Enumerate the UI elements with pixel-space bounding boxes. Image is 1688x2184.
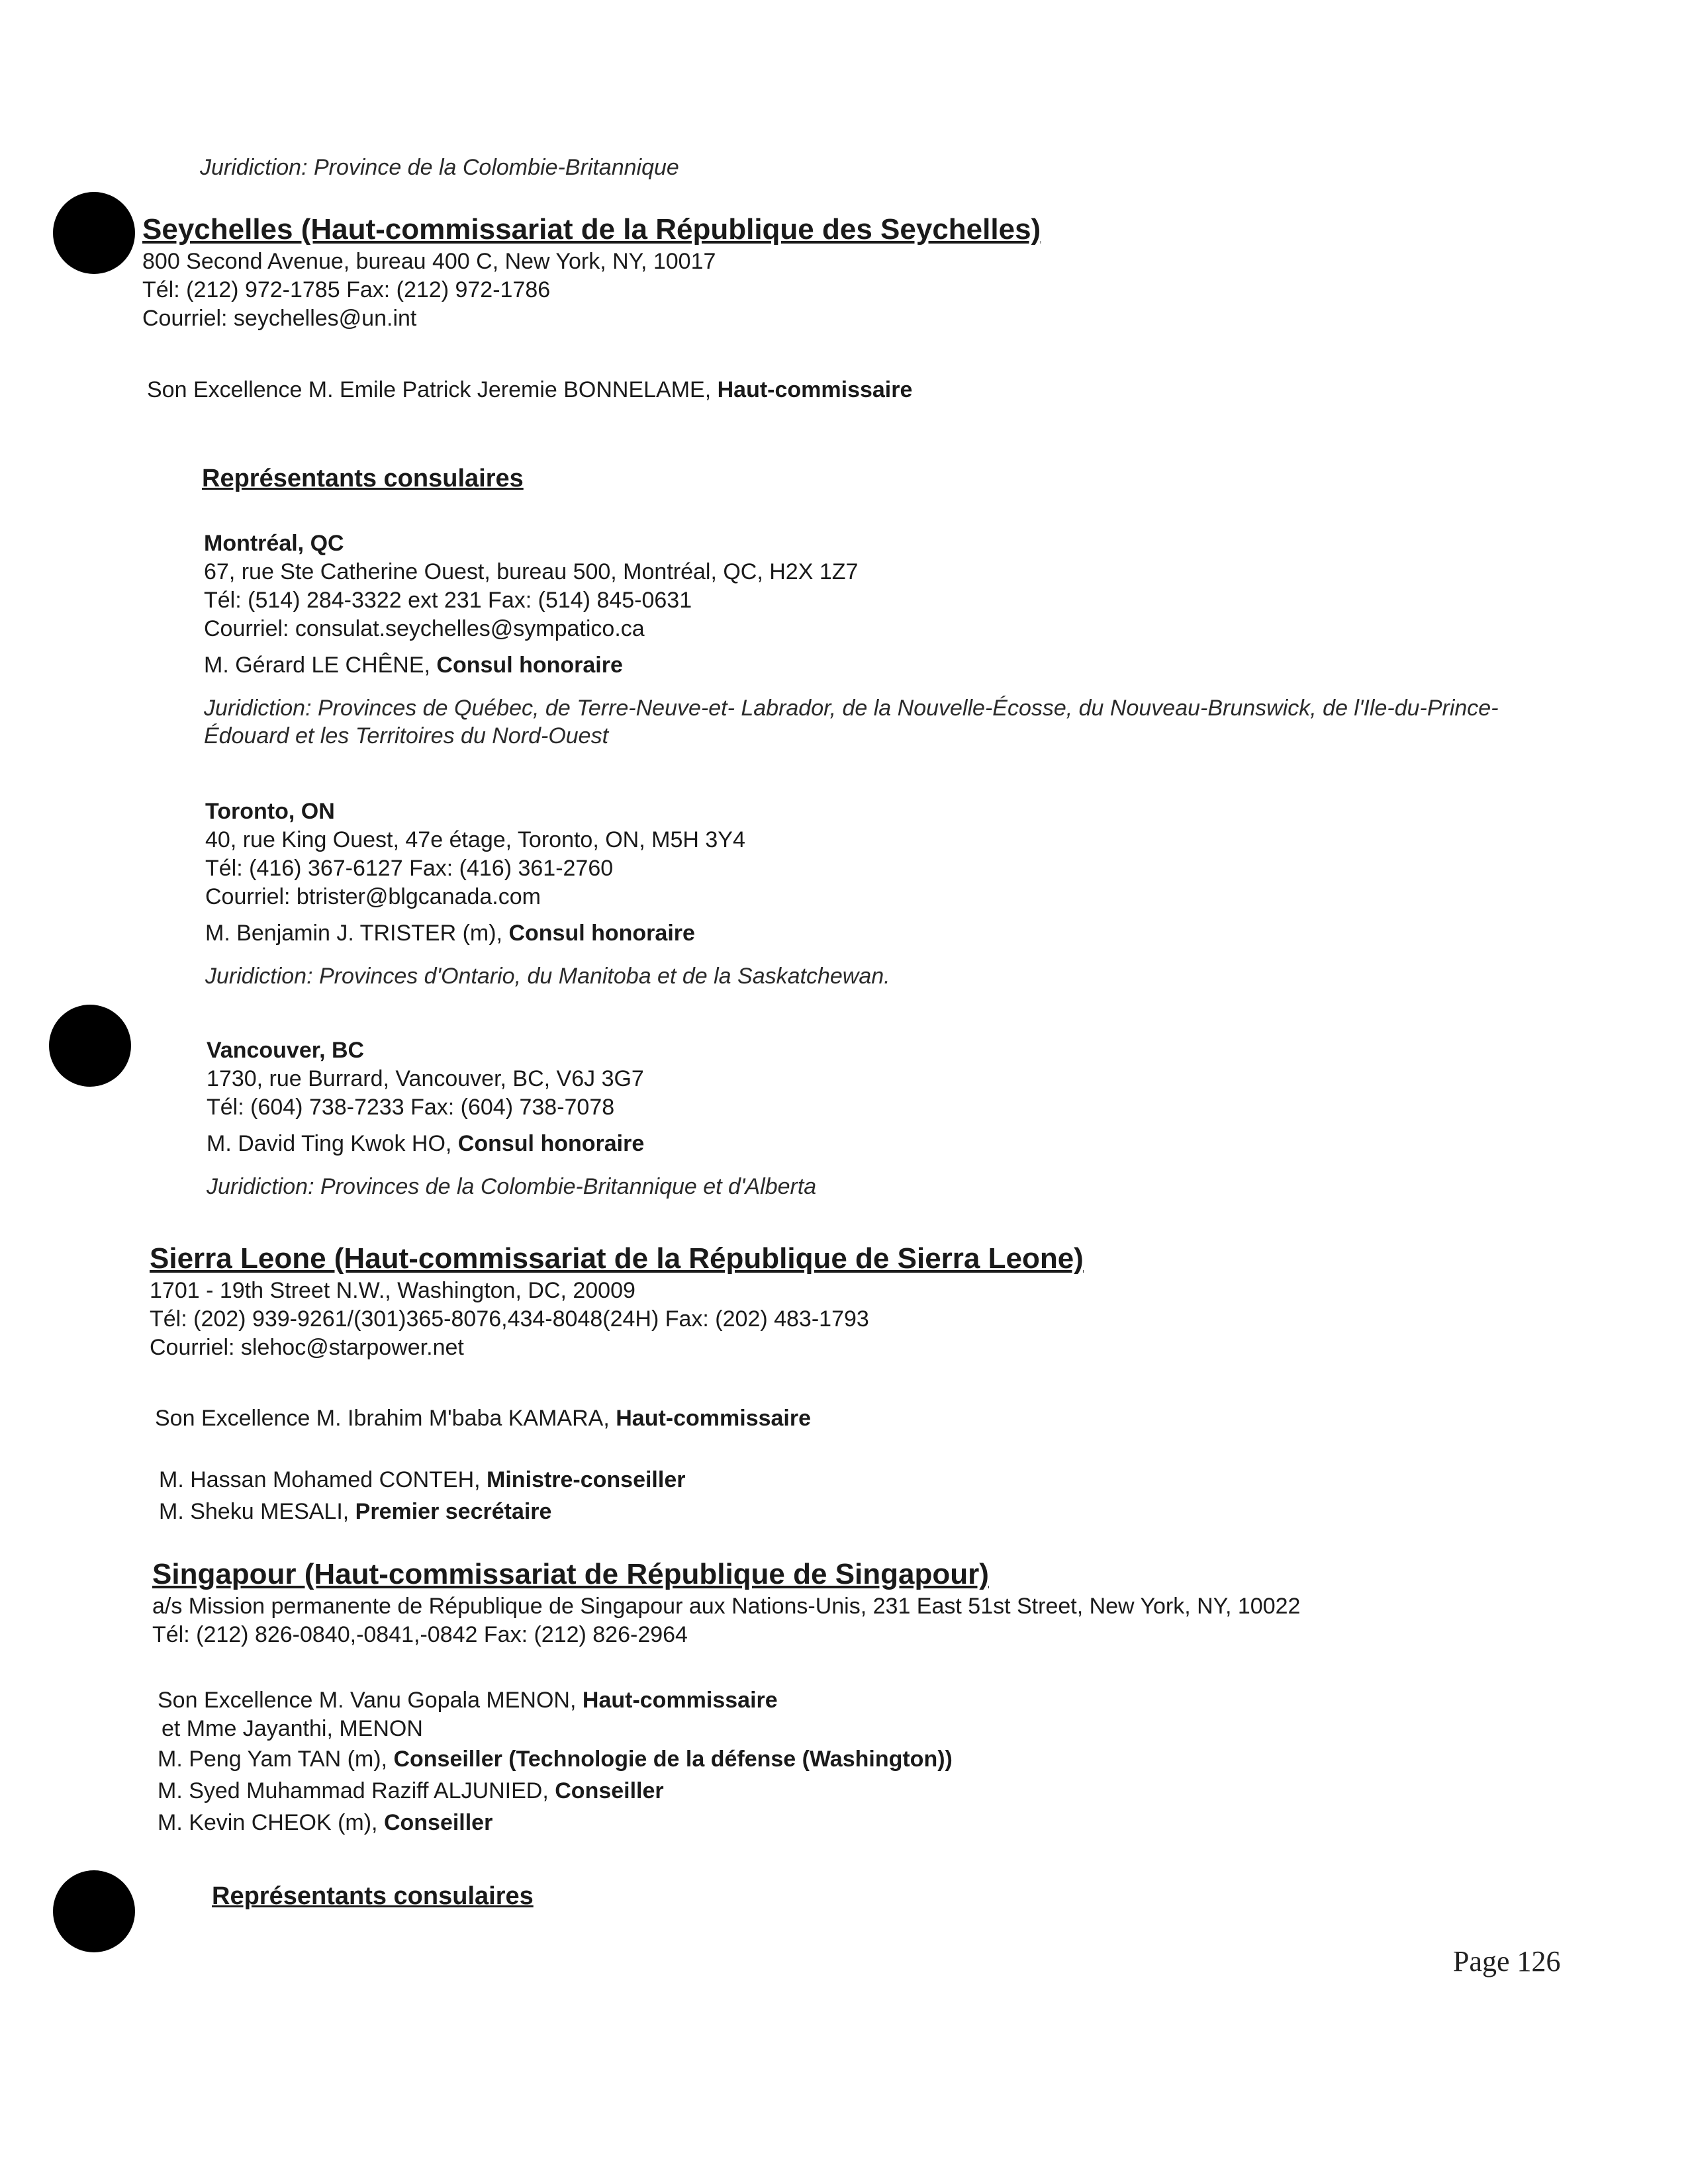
singapour-address: a/s Mission permanente de République de Singapour aux Nations-Unis, 231 East 51st Street, New York, NY, 10022 — [152, 1594, 1301, 1619]
sierra-leone-phone: Tél: (202) 939-9261/(301)365-8076,434-8048(24H) Fax: (202) 483-1793 — [150, 1306, 869, 1332]
sierra-leone-email: Courriel: slehoc@starpower.net — [150, 1335, 464, 1360]
montreal-address: 67, rue Ste Catherine Ouest, bureau 500, Montréal, QC, H2X 1Z7 — [204, 559, 859, 584]
toronto-office — [205, 797, 890, 990]
sierra-leone-staff-member — [159, 1464, 685, 1496]
punch-hole-bottom — [53, 1870, 135, 1952]
staff-name: M. Syed Muhammad Raziff ALJUNIED, — [158, 1778, 555, 1803]
singapour-staff-member — [158, 1807, 953, 1839]
montreal-phone: Tél: (514) 284-3322 ext 231 Fax: (514) 845-0631 — [204, 588, 692, 613]
sierra-leone-entry — [150, 1241, 1084, 1362]
singapour-phone: Tél: (212) 826-0840,-0841,-0842 Fax: (212) 826-2964 — [152, 1622, 688, 1647]
staff-name: M. Kevin CHEOK (m), — [158, 1810, 384, 1835]
vancouver-city: Vancouver, BC — [207, 1038, 365, 1063]
singapour-heading: Singapour (Haut-commissariat de République de Singapour) — [152, 1558, 989, 1590]
sierra-leone-staff-list — [159, 1464, 685, 1527]
toronto-address: 40, rue King Ouest, 47e étage, Toronto, ON, M5H 3Y4 — [205, 827, 745, 852]
seychelles-email: Courriel: seychelles@un.int — [142, 306, 417, 331]
toronto-consul-title: Consul honoraire — [508, 921, 695, 946]
staff-name: M. Sheku MESALI, — [159, 1499, 355, 1524]
seychelles-heading: Seychelles (Haut-commissariat de la République des Seychelles) — [142, 213, 1041, 246]
sierra-leone-heading: Sierra Leone (Haut-commissariat de la République de Sierra Leone) — [150, 1242, 1084, 1275]
staff-title: Conseiller — [383, 1810, 493, 1835]
punch-hole-middle — [49, 1005, 131, 1087]
vancouver-consul-name: M. David Ting Kwok HO, — [207, 1131, 458, 1156]
singapour-entry — [152, 1557, 1300, 1649]
montreal-consul-name: M. Gérard LE CHÊNE, — [204, 653, 437, 678]
toronto-phone: Tél: (416) 367-6127 Fax: (416) 361-2760 — [205, 856, 614, 881]
staff-title: Conseiller (Technologie de la défense (Washington)) — [393, 1747, 953, 1772]
montreal-consul — [204, 651, 1568, 680]
singapour-head-title: Haut-commissaire — [582, 1688, 778, 1713]
staff-name: M. Peng Yam TAN (m), — [158, 1747, 394, 1772]
vancouver-consul — [207, 1130, 816, 1158]
singapour-head-name: Son Excellence M. Vanu Gopala MENON, — [158, 1688, 583, 1713]
sierra-leone-head-of-mission — [155, 1404, 811, 1433]
page-number: Page 126 — [1453, 1945, 1561, 1978]
staff-title: Premier secrétaire — [355, 1499, 552, 1524]
vancouver-jurisdiction: Juridiction: Provinces de la Colombie-Britannique et d'Alberta — [207, 1174, 817, 1199]
singapour-head-of-mission — [158, 1686, 953, 1715]
toronto-consul-name: M. Benjamin J. TRISTER (m), — [205, 921, 509, 946]
singapour-staff-member — [158, 1775, 953, 1807]
toronto-city: Toronto, ON — [205, 799, 335, 824]
vancouver-address: 1730, rue Burrard, Vancouver, BC, V6J 3G7 — [207, 1066, 644, 1091]
seychelles-entry — [142, 212, 1041, 333]
montreal-consul-title: Consul honoraire — [436, 653, 623, 678]
staff-title: Conseiller — [555, 1778, 664, 1803]
vancouver-office — [207, 1036, 816, 1201]
toronto-consul — [205, 919, 890, 948]
vancouver-consul-title: Consul honoraire — [457, 1131, 645, 1156]
sierra-leone-head-name: Son Excellence M. Ibrahim M'baba KAMARA, — [155, 1406, 616, 1431]
seychelles-consular-heading: Représentants consulaires — [202, 465, 524, 492]
montreal-office — [204, 529, 1568, 750]
seychelles-head-of-mission — [147, 376, 912, 404]
seychelles-head-title: Haut-commissaire — [717, 377, 913, 402]
vancouver-phone: Tél: (604) 738-7233 Fax: (604) 738-7078 — [207, 1095, 615, 1120]
seychelles-address: 800 Second Avenue, bureau 400 C, New York, NY, 10017 — [142, 249, 716, 274]
top-jurisdiction: Juridiction: Province de la Colombie-Britannique — [200, 155, 679, 180]
singapour-staff-member — [158, 1743, 953, 1775]
staff-name: M. Hassan Mohamed CONTEH, — [159, 1467, 487, 1492]
sierra-leone-staff-member — [159, 1496, 685, 1527]
sierra-leone-head-title: Haut-commissaire — [616, 1406, 812, 1431]
staff-title: Ministre-conseiller — [487, 1467, 686, 1492]
singapour-spouse: et Mme Jayanthi, MENON — [162, 1716, 423, 1741]
montreal-city: Montréal, QC — [204, 531, 344, 556]
montreal-jurisdiction: Juridiction: Provinces de Québec, de Terre-Neuve-et- Labrador, de la Nouvelle-Écosse, du Nouveau-Brunswick, de l'Ile-du-Prince-Édouard et les Territoires du Nord-Ouest — [204, 696, 1499, 749]
montreal-email: Courriel: consulat.seychelles@sympatico.ca — [204, 616, 645, 641]
sierra-leone-address: 1701 - 19th Street N.W., Washington, DC, 20009 — [150, 1278, 635, 1303]
toronto-email: Courriel: btrister@blgcanada.com — [205, 884, 541, 909]
toronto-jurisdiction: Juridiction: Provinces d'Ontario, du Manitoba et de la Saskatchewan. — [205, 964, 890, 989]
punch-hole-top — [53, 192, 135, 274]
singapour-consular-heading: Représentants consulaires — [212, 1882, 534, 1910]
singapour-personnel — [158, 1686, 953, 1839]
seychelles-phone: Tél: (212) 972-1785 Fax: (212) 972-1786 — [142, 277, 551, 302]
seychelles-head-name: Son Excellence M. Emile Patrick Jeremie BONNELAME, — [147, 377, 718, 402]
